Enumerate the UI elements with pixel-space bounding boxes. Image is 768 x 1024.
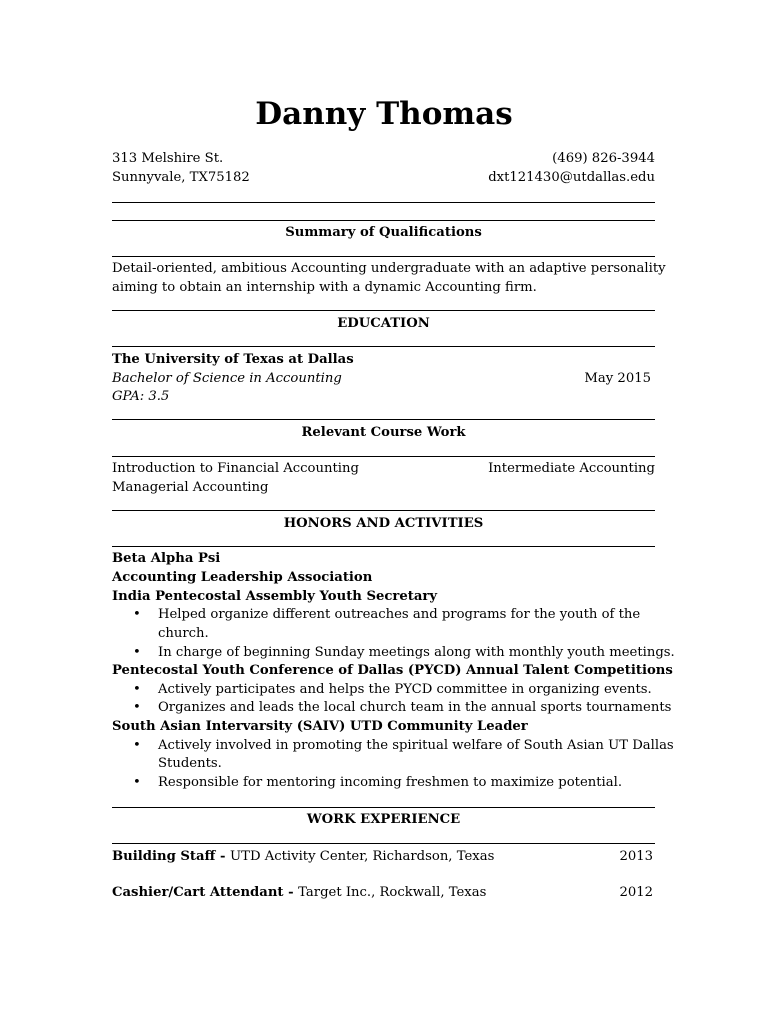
email-address: dxt121430@utdallas.edu — [488, 170, 655, 185]
summary-line-1: Detail-oriented, ambitious Accounting undergraduate with an adaptive personality — [112, 261, 666, 276]
divider — [112, 220, 655, 221]
bullet-icon: • — [133, 700, 141, 715]
honor-item: Beta Alpha Psi — [112, 551, 221, 566]
education-heading: EDUCATION — [337, 316, 430, 331]
bullet-text: Organizes and leads the local church team in the annual sports tournaments — [158, 700, 672, 715]
job-title: Building Staff - — [112, 849, 231, 864]
job-year: 2013 — [619, 849, 653, 864]
bullet-icon: • — [133, 775, 141, 790]
bullet-text: Actively participates and helps the PYCD committee in organizing events. — [158, 682, 652, 697]
bullet-text: Helped organize different outreaches and programs for the youth of the — [158, 607, 641, 622]
summary-heading: Summary of Qualifications — [285, 225, 482, 240]
gpa: GPA: 3.5 — [112, 389, 170, 404]
course-item: Managerial Accounting — [112, 480, 269, 495]
bullet-icon: • — [133, 738, 141, 753]
bullet-icon: • — [133, 682, 141, 697]
divider — [112, 456, 655, 457]
bullet-text: Responsible for mentoring incoming freshmen to maximize potential. — [158, 775, 623, 790]
job-year: 2012 — [619, 885, 653, 900]
school-name: The University of Texas at Dallas — [112, 352, 354, 367]
job-entry — [112, 884, 486, 903]
course-item: Introduction to Financial Accounting — [112, 461, 359, 476]
divider — [112, 419, 655, 420]
divider — [112, 346, 655, 347]
bullet-icon: • — [133, 607, 141, 622]
bullet-text: In charge of beginning Sunday meetings along with monthly youth meetings. — [158, 645, 675, 660]
bullet-text: Students. — [158, 756, 222, 771]
address-line-1: 313 Melshire St. — [112, 151, 224, 166]
bullet-text: church. — [158, 626, 209, 641]
divider — [112, 510, 655, 511]
job-entry — [112, 848, 494, 867]
address-line-2: Sunnyvale, TX75182 — [112, 170, 250, 185]
honor-item: India Pentecostal Assembly Youth Secretary — [112, 589, 437, 604]
job-place: Target Inc., Rockwall, Texas — [298, 885, 487, 900]
divider — [112, 256, 655, 257]
bullet-text: Actively involved in promoting the spiritual welfare of South Asian UT Dallas — [158, 738, 674, 753]
degree: Bachelor of Science in Accounting — [112, 371, 342, 386]
divider — [112, 202, 655, 203]
divider — [112, 546, 655, 547]
summary-line-2: aiming to obtain an internship with a dynamic Accounting firm. — [112, 280, 537, 295]
resume-name: Danny Thomas — [255, 96, 513, 132]
honor-item: Pentecostal Youth Conference of Dallas (PYCD) Annual Talent Competitions — [112, 663, 673, 678]
divider — [112, 807, 655, 808]
coursework-heading: Relevant Course Work — [301, 425, 466, 440]
job-place: UTD Activity Center, Richardson, Texas — [230, 849, 495, 864]
honors-heading: HONORS AND ACTIVITIES — [283, 516, 484, 531]
divider — [112, 310, 655, 311]
phone-number: (469) 826-3944 — [552, 151, 655, 166]
bullet-icon: • — [133, 645, 141, 660]
graduation-date: May 2015 — [584, 371, 651, 386]
course-item: Intermediate Accounting — [488, 461, 655, 476]
honor-item: Accounting Leadership Association — [112, 570, 373, 585]
job-title: Cashier/Cart Attendant - — [112, 885, 299, 900]
divider — [112, 843, 655, 844]
honor-item: South Asian Intervarsity (SAIV) UTD Community Leader — [112, 719, 528, 734]
work-heading: WORK EXPERIENCE — [306, 812, 461, 827]
